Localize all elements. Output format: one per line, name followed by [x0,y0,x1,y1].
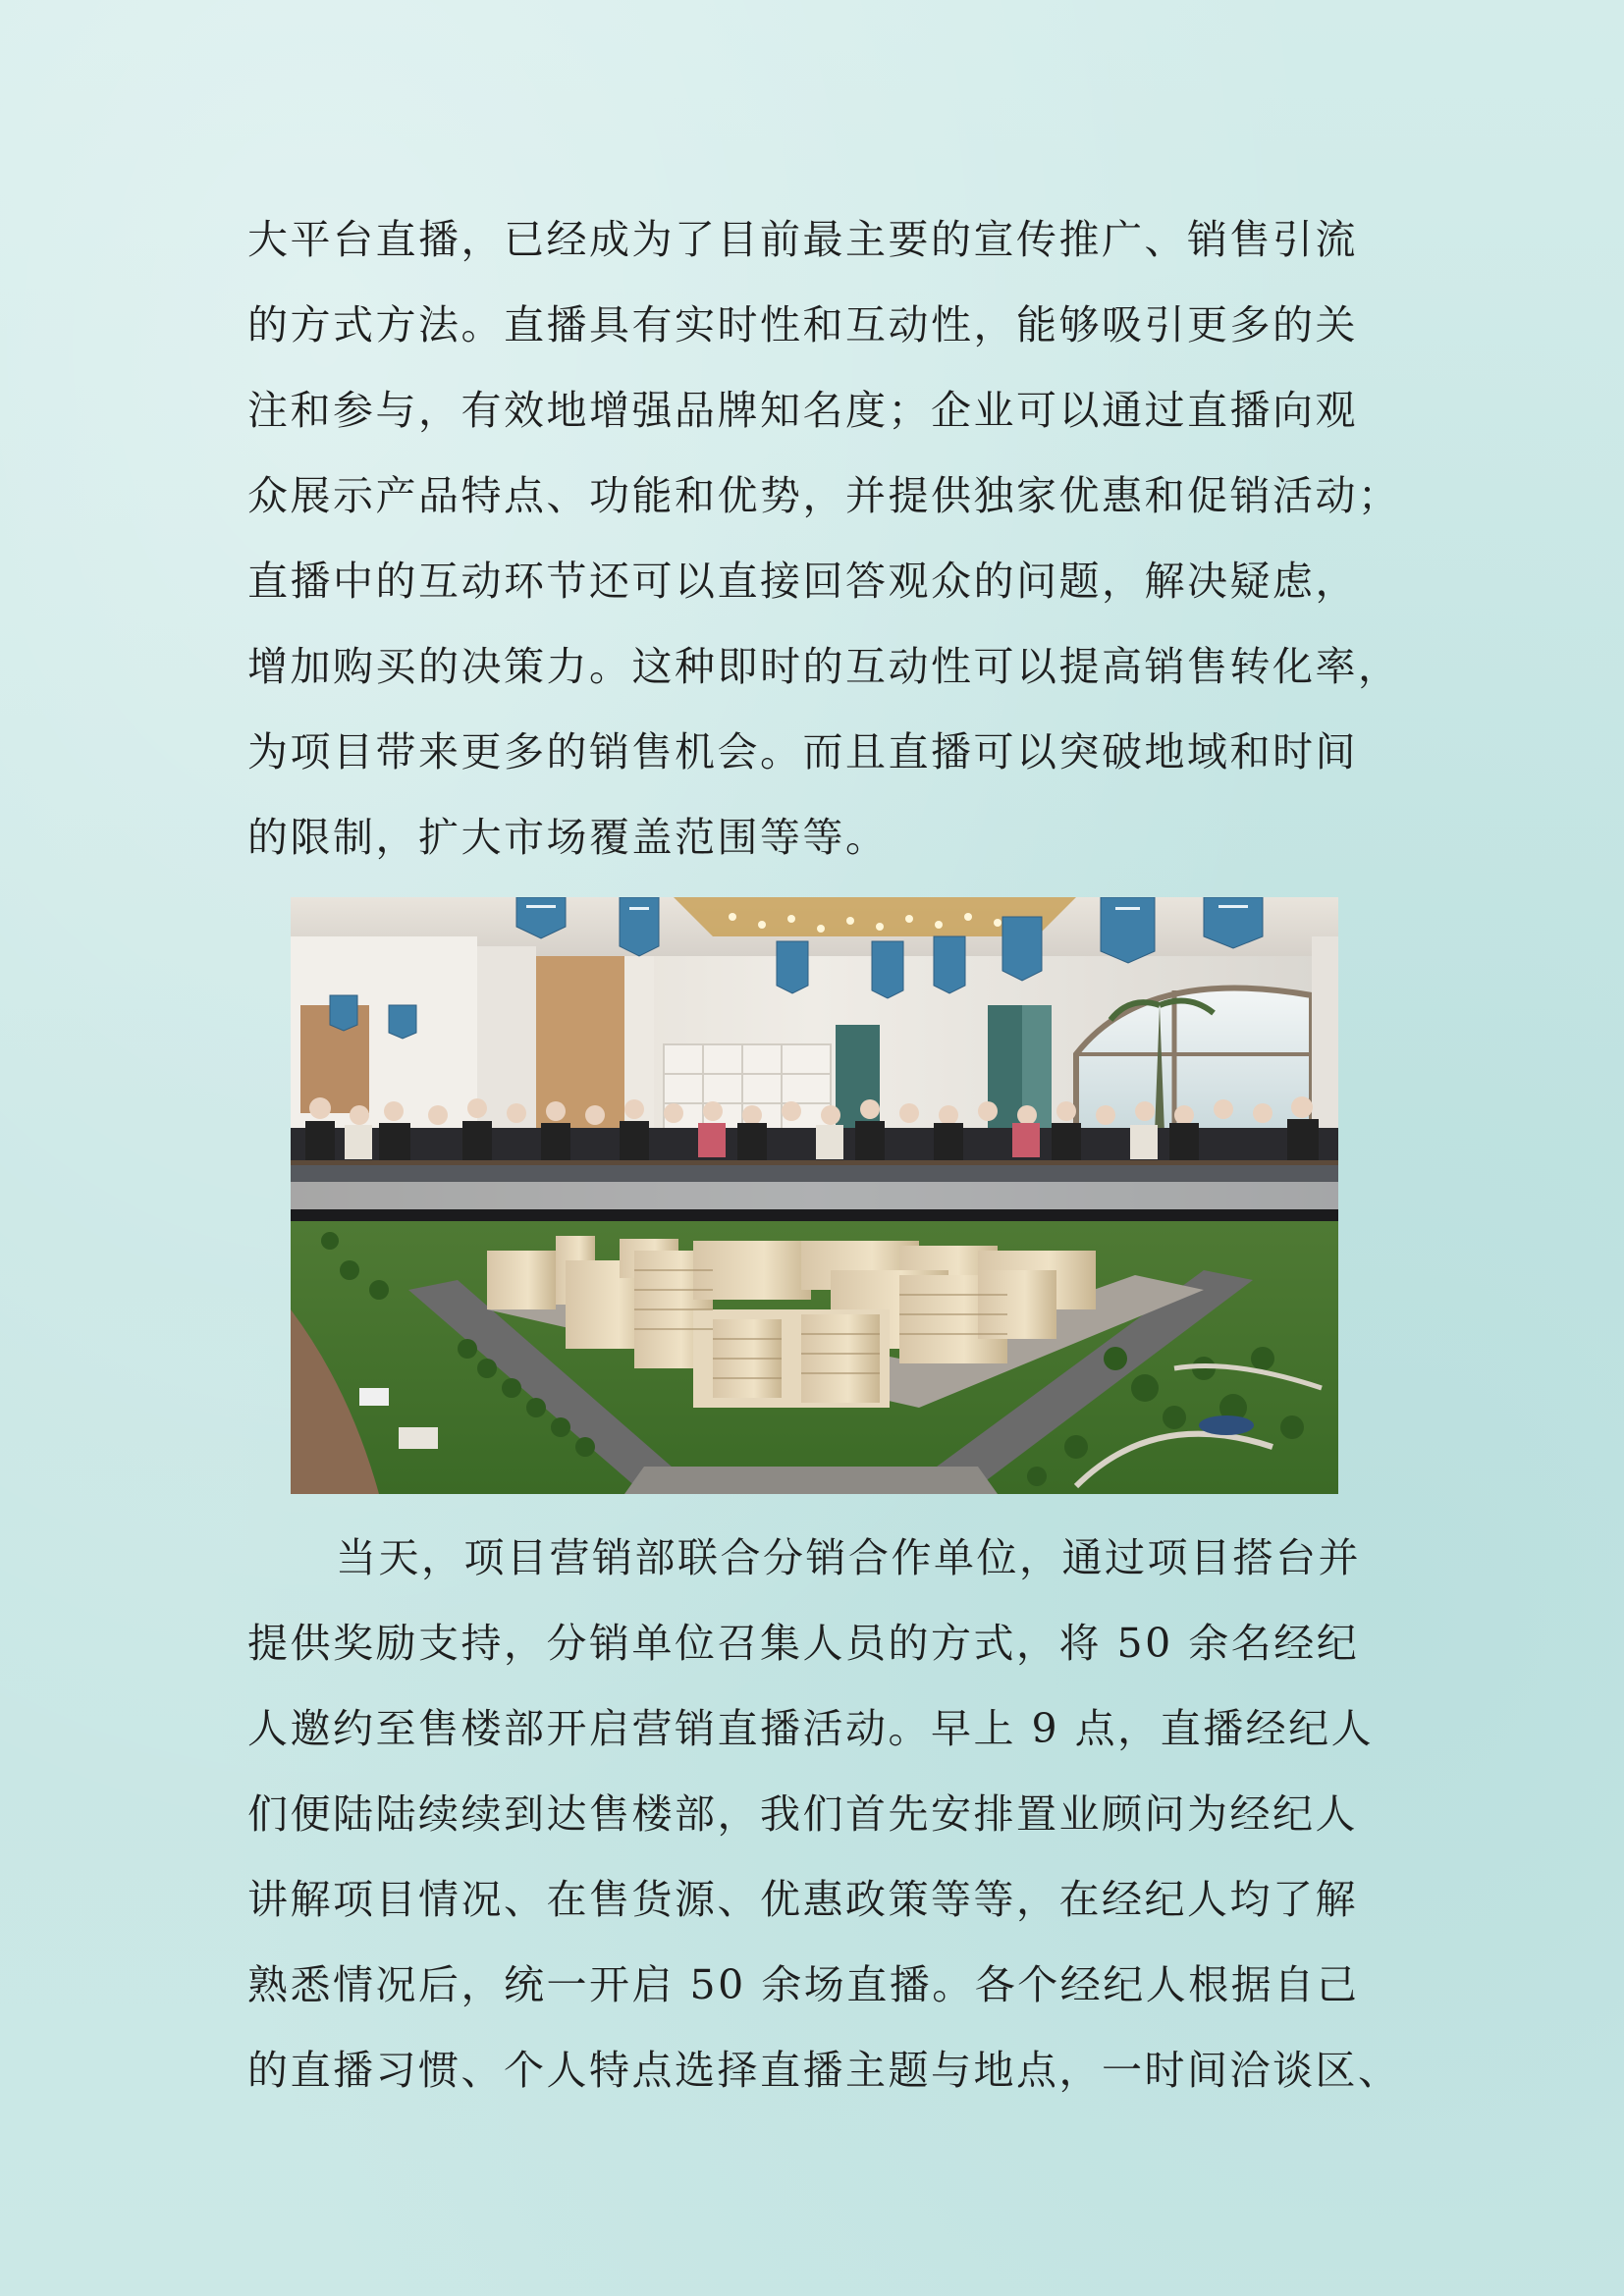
paragraph-line: 当天，项目营销部联合分销合作单位，通过项目搭台并 [336,1534,1361,1581]
paragraph-line: 众展示产品特点、功能和优势，并提供独家优惠和促销活动； [247,472,1401,519]
paragraph-line: 人邀约至售楼部开启营销直播活动。早上 9 点，直播经纪人 [247,1705,1375,1752]
paragraph-1 [247,197,1401,881]
paragraph-line: 注和参与，有效地增强品牌知名度；企业可以通过直播向观 [247,387,1358,434]
sales-center-sand-table-photo [291,897,1338,1494]
paragraph-line: 提供奖励支持，分销单位召集人员的方式，将 50 余名经纪 [247,1620,1360,1667]
paragraph-line: 讲解项目情况、在售货源、优惠政策等等，在经纪人均了解 [247,1876,1358,1923]
paragraph-line: 为项目带来更多的销售机会。而且直播可以突破地域和时间 [247,728,1358,775]
paragraph-line: 的方式方法。直播具有实时性和互动性，能够吸引更多的关 [247,301,1358,348]
paragraph-line: 增加购买的决策力。这种即时的互动性可以提高销售转化率， [247,643,1401,690]
paragraph-2 [247,1516,1401,2113]
paragraph-line: 熟悉情况后，统一开启 50 余场直播。各个经纪人根据自己 [247,1961,1360,2008]
paragraph-line: 的直播习惯、个人特点选择直播主题与地点，一时间洽谈区、 [247,2047,1401,2094]
paragraph-line: 直播中的互动环节还可以直接回答观众的问题，解决疑虑， [247,558,1358,605]
paragraph-line: 的限制，扩大市场覆盖范围等等。 [247,814,889,861]
paragraph-line: 们便陆陆续续到达售楼部，我们首先安排置业顾问为经纪人 [247,1790,1358,1838]
paragraph-line: 大平台直播，已经成为了目前最主要的宣传推广、销售引流 [247,216,1358,263]
